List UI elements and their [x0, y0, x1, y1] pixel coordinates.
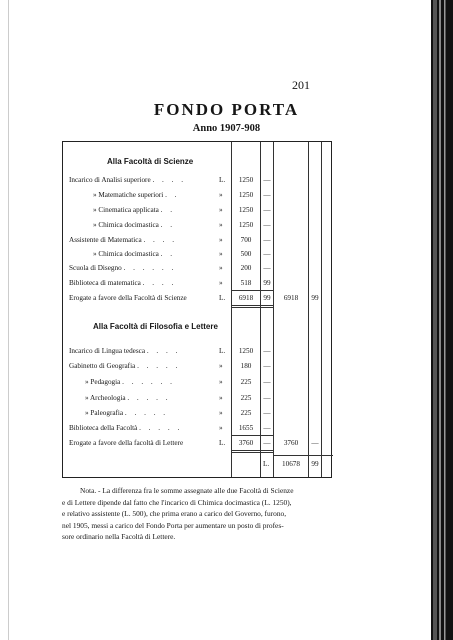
ledger-row-label: » Cinematica applicata . .: [93, 206, 176, 214]
ledger-row-suffix: »: [219, 362, 223, 370]
carried-total-cents: —: [311, 439, 319, 447]
column-rule: [231, 142, 232, 477]
page-left-border: [8, 0, 9, 640]
ledger-row-label: » Archeologia . . . . .: [85, 394, 171, 402]
ledger-row-cents: —: [263, 176, 271, 184]
ledger-row-cents: —: [263, 394, 271, 402]
ledger-row-cents: —: [263, 362, 271, 370]
grand-total-cents: 99: [311, 460, 319, 468]
ledger-row-amount: 1250: [238, 221, 254, 229]
carried-total-amount: 3760: [283, 439, 299, 447]
ledger-row-label: » Paleografia . . . . .: [85, 409, 169, 417]
ledger-row-amount: 180: [240, 362, 252, 370]
ledger-row-cents: —: [263, 250, 271, 258]
ledger-row-suffix: »: [219, 236, 223, 244]
ledger-row-suffix: »: [219, 250, 223, 258]
ledger-row-amount: 1655: [238, 424, 254, 432]
ledger-row-amount: 225: [240, 378, 252, 386]
section-total-amount: 3760: [238, 439, 254, 447]
grand-total-amount: 10678: [282, 460, 300, 468]
page-title: FONDO PORTA: [153, 100, 300, 119]
ledger-row-label: Assistente di Matematica . . . .: [69, 236, 178, 244]
ledger-row-label: Biblioteca di matematica . . . .: [69, 279, 177, 287]
grand-total-prefix: L.: [263, 460, 270, 468]
ledger-row-suffix: »: [219, 394, 223, 402]
ledger-row-label: Biblioteca della Facoltà . . . . .: [69, 424, 183, 432]
ledger-row-cents: —: [263, 236, 271, 244]
column-rule: [273, 142, 274, 477]
page-binding-edge: [431, 0, 453, 640]
ledger-row-cents: —: [263, 264, 271, 272]
ledger-row-amount: 1250: [238, 206, 254, 214]
ledger-row-suffix: »: [219, 409, 223, 417]
ledger-row-amount: 200: [240, 264, 252, 272]
footnote-line: nel 1905, messi a carico del Fondo Porta per aumentare un posto di profes-: [62, 520, 284, 530]
ledger-row-suffix: »: [219, 206, 223, 214]
section-total-amount: 6918: [238, 294, 254, 302]
section-total-label: Erogate a favore della Facoltà di Scienze: [69, 294, 187, 302]
subtotal-rule: [231, 435, 273, 436]
footnote-line: sore ordinario nella Facoltà di Lettere.: [62, 532, 176, 541]
ledger-row-suffix: »: [219, 424, 223, 432]
column-rule: [308, 142, 309, 477]
ledger-row-cents: —: [263, 347, 271, 355]
ledger-row-suffix: »: [219, 378, 223, 386]
ledger-row-suffix: L.: [219, 176, 226, 184]
ledger-row-amount: 500: [240, 250, 252, 258]
ledger-row-amount: 225: [240, 394, 252, 402]
section-total-suffix: L.: [219, 439, 226, 447]
page-number: 201: [292, 78, 310, 92]
ledger-row-amount: 225: [240, 409, 252, 417]
footnote-line: e di Lettere dipende dal fatto che l'incarico di Chimica docimastica (L. 1250),: [62, 497, 292, 507]
ledger-row-label: » Matematiche superiori . .: [93, 191, 180, 199]
ledger-row-amount: 1250: [238, 176, 254, 184]
total-double-rule: [231, 305, 273, 308]
section-total-suffix: L.: [219, 294, 226, 302]
ledger-row-label: » Chimica docimastica . .: [93, 250, 176, 258]
ledger-row-cents: —: [263, 221, 271, 229]
ledger-row-cents: 99: [263, 279, 271, 287]
ledger-row-amount: 700: [240, 236, 252, 244]
ledger-row-cents: —: [263, 378, 271, 386]
carried-total-amount: 6918: [283, 294, 299, 302]
ledger-row-cents: —: [263, 424, 271, 432]
ledger-row-suffix: L.: [219, 347, 226, 355]
footnote-line: e relativo assistente (L. 500), che prima erano a carico del Governo, furono,: [62, 509, 287, 518]
ledger-row-label: Incarico di Analisi superiore . . . .: [69, 176, 187, 184]
ledger-table: [62, 141, 332, 478]
column-rule: [321, 142, 322, 477]
ledger-row-amount: 518: [240, 279, 252, 287]
ledger-row-label: Scuola di Disegno . . . . . .: [69, 264, 177, 272]
total-double-rule: [231, 450, 273, 453]
ledger-row-amount: 1250: [238, 191, 254, 199]
page-subtitle: Anno 1907-908: [192, 123, 261, 134]
ledger-row-label: » Chimica docimastica . .: [93, 221, 176, 229]
section-total-cents: —: [263, 439, 271, 447]
ledger-row-label: » Pedagogia . . . . . .: [85, 378, 175, 386]
ledger-row-suffix: »: [219, 191, 223, 199]
ledger-row-cents: —: [263, 206, 271, 214]
section-total-cents: 99: [263, 294, 271, 302]
section-total-label: Erogate a favore della facoltà di Lettere: [69, 439, 184, 447]
footnote: [62, 485, 362, 543]
grand-total-rule: [273, 455, 333, 456]
ledger-row-cents: —: [263, 409, 271, 417]
ledger-row-suffix: »: [219, 264, 223, 272]
ledger-row-suffix: »: [219, 221, 223, 229]
ledger-row-label: Gabinetto di Geografia . . . . .: [69, 362, 181, 370]
carried-total-cents: 99: [311, 294, 319, 302]
footnote-line: Nota. - La differenza fra le somme assegnate alle due Facoltà di Scienze: [80, 486, 294, 495]
section-heading-lettere: Alla Facoltà di Filosofia e Lettere: [93, 322, 218, 331]
ledger-row-suffix: »: [219, 279, 223, 287]
section-heading-scienze: Alla Facoltà di Scienze: [107, 157, 194, 166]
ledger-row-cents: —: [263, 191, 271, 199]
ledger-row-label: Incarico di Lingua tedesca . . . .: [69, 347, 181, 355]
subtotal-rule: [231, 290, 273, 291]
ledger-row-amount: 1250: [238, 347, 254, 355]
